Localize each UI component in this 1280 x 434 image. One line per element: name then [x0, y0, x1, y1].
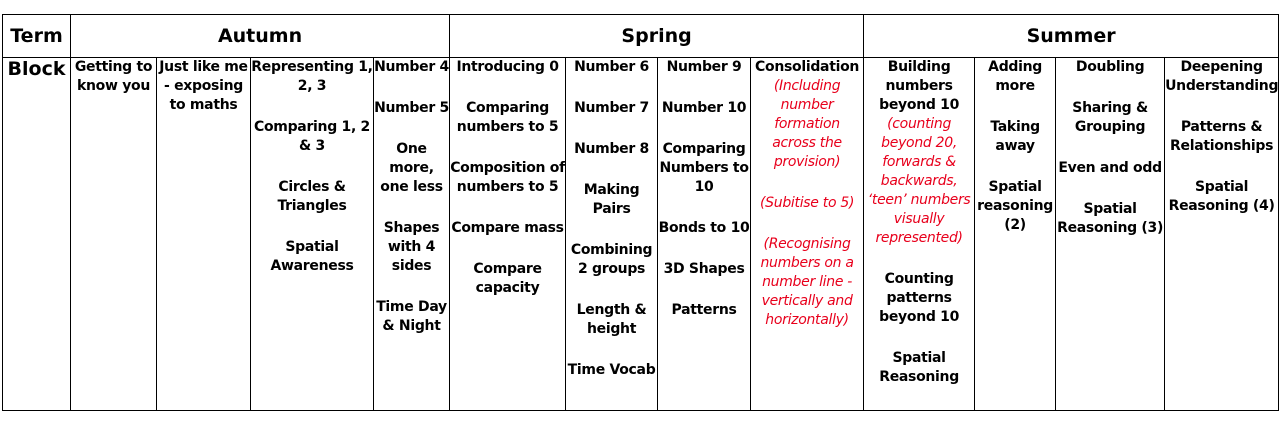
- block-cell: [251, 58, 374, 411]
- block-item-text: Spatial Awareness: [270, 239, 354, 274]
- block-cell: [71, 58, 157, 411]
- block-item: [864, 349, 974, 387]
- block-item: [658, 260, 750, 279]
- block-item-text: Compare mass: [451, 220, 564, 236]
- block-item-text: Comparing 1, 2 & 3: [254, 119, 370, 154]
- block-item-text: Spatial Reasoning (4): [1168, 179, 1275, 214]
- block-cell: [658, 58, 751, 411]
- block-item-text: One more, one less: [380, 141, 443, 195]
- block-item-text: Number 6: [574, 59, 649, 75]
- block-item-text: Doubling: [1075, 59, 1145, 75]
- block-cell: [975, 58, 1056, 411]
- block-item: [374, 99, 449, 118]
- block-item: [751, 58, 863, 172]
- block-item: [658, 58, 750, 77]
- block-item: [1165, 118, 1278, 156]
- block-item-text: (Recognising numbers on a number line - vertically and horizontally): [760, 236, 854, 328]
- block-cell: [566, 58, 658, 411]
- block-item-text: Shapes with 4 sides: [383, 220, 440, 274]
- block-item-text: Patterns & Relationships: [1170, 119, 1274, 154]
- block-item-text: Comparing numbers to 5: [456, 100, 559, 135]
- block-item-text: Combining 2 groups: [570, 242, 653, 277]
- block-item-text: Sharing & Grouping: [1072, 100, 1148, 135]
- block-item: [450, 159, 565, 197]
- block-item: [1165, 58, 1278, 96]
- block-item-note: (Including number formation across the provision): [772, 78, 842, 170]
- block-item-text: Circles & Triangles: [277, 179, 347, 214]
- block-cell: [450, 58, 566, 411]
- block-item: [157, 58, 250, 115]
- block-cell: [157, 58, 251, 411]
- block-item-text: Time Vocab: [567, 362, 656, 378]
- block-item: [658, 219, 750, 238]
- block-item-text: Bonds to 10: [658, 220, 750, 236]
- block-item: [251, 238, 373, 276]
- block-item-text: 3D Shapes: [663, 261, 745, 277]
- block-cell: [864, 58, 975, 411]
- block-item: [566, 241, 657, 279]
- block-item: [251, 118, 373, 156]
- term-spring: Spring: [450, 15, 864, 58]
- block-item-text: (Subitise to 5): [760, 195, 855, 211]
- block-item-text: Deepening Understanding: [1165, 59, 1279, 94]
- block-cell: [1165, 58, 1279, 411]
- block-item: [251, 58, 373, 96]
- block-item: [71, 58, 156, 96]
- block-item: [450, 219, 565, 238]
- block-item-text: Spatial Reasoning: [879, 350, 959, 385]
- block-item: [751, 194, 863, 213]
- block-item: [658, 99, 750, 118]
- block-item-text: Taking away: [990, 119, 1040, 154]
- term-label: Term: [3, 15, 71, 58]
- block-item-text: Just like me - exposing to maths: [159, 59, 248, 113]
- block-item-text: Spatial Reasoning (3): [1057, 201, 1164, 236]
- block-item: [1056, 159, 1164, 178]
- block-item-text: Representing 1, 2, 3: [251, 59, 373, 94]
- block-item-text: Number 8: [574, 141, 649, 157]
- curriculum-table: [2, 14, 1279, 411]
- term-row: [3, 15, 1279, 58]
- block-item-text: Making Pairs: [583, 182, 640, 217]
- block-row: [3, 58, 1279, 411]
- block-item-text: Time Day & Night: [376, 299, 447, 334]
- block-item-text: Introducing 0: [456, 59, 559, 75]
- block-item-text: Compare capacity: [473, 261, 542, 296]
- block-item-text: Comparing Numbers to 10: [659, 141, 749, 195]
- block-item: [864, 58, 974, 248]
- block-item: [1056, 200, 1164, 238]
- block-item: [1165, 178, 1278, 216]
- block-item-text: Getting to know you: [74, 59, 153, 94]
- block-item: [975, 118, 1055, 156]
- block-item-text: Even and odd: [1058, 160, 1162, 176]
- block-item: [450, 58, 565, 77]
- block-item: [864, 270, 974, 327]
- block-item: [566, 140, 657, 159]
- block-item: [658, 301, 750, 320]
- block-item: [450, 260, 565, 298]
- block-cell: [1056, 58, 1165, 411]
- block-item: [374, 219, 449, 276]
- block-item: [374, 140, 449, 197]
- block-item-text: Number 10: [661, 100, 747, 116]
- block-item-text: Consolidation: [755, 59, 860, 75]
- block-item: [566, 361, 657, 380]
- block-item: [1056, 99, 1164, 137]
- block-item: [1056, 58, 1164, 77]
- block-item: [658, 140, 750, 197]
- block-item-text: Length & height: [576, 302, 647, 337]
- block-item-text: Number 4: [374, 59, 449, 75]
- term-autumn: Autumn: [71, 15, 450, 58]
- block-item-text: Counting patterns beyond 10: [879, 271, 960, 325]
- block-item: [975, 58, 1055, 96]
- block-item: [566, 181, 657, 219]
- block-item: [374, 298, 449, 336]
- block-item-text: Spatial reasoning (2): [977, 179, 1054, 233]
- block-label: Block: [3, 58, 71, 411]
- block-item: [374, 58, 449, 77]
- block-item: [751, 235, 863, 330]
- block-item-text: Composition of numbers to 5: [450, 160, 565, 195]
- block-item-text: Building numbers beyond 10: [879, 59, 960, 113]
- block-item: [975, 178, 1055, 235]
- block-item: [566, 301, 657, 339]
- block-item: [450, 99, 565, 137]
- block-item-text: Adding more: [988, 59, 1043, 94]
- block-cell: [751, 58, 864, 411]
- block-item: [566, 99, 657, 118]
- block-cell: [374, 58, 450, 411]
- block-item-text: Patterns: [671, 302, 737, 318]
- block-item: [566, 58, 657, 77]
- block-item-text: Number 9: [666, 59, 742, 75]
- block-item-text: Number 7: [574, 100, 649, 116]
- block-item-note: (counting beyond 20, forwards & backwards, ‘teen’ numbers visually represented): [867, 116, 971, 246]
- term-summer: Summer: [864, 15, 1279, 58]
- block-item: [251, 178, 373, 216]
- block-item-text: Number 5: [374, 100, 449, 116]
